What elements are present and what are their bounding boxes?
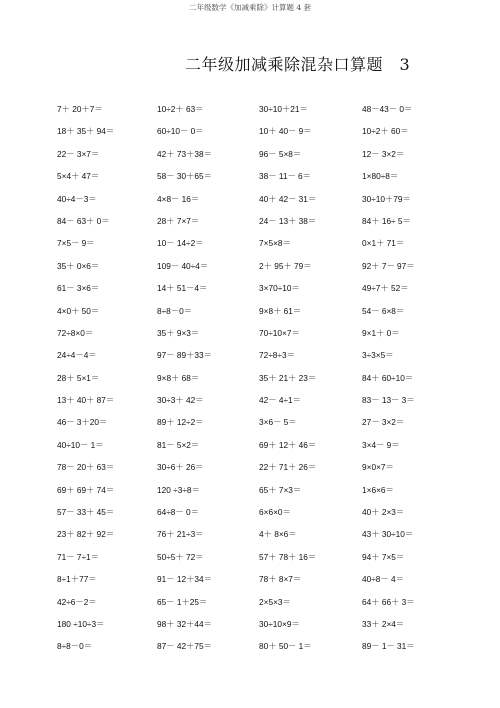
problem-cell: 42－ 4÷1＝	[259, 395, 301, 406]
problem-cell: 9×8＋ 61＝	[259, 305, 302, 316]
problem-cell: 84－ 63＋ 0＝	[57, 215, 110, 226]
problem-row	[57, 171, 477, 193]
problem-cell: 64÷8－ 0＝	[157, 507, 199, 518]
problem-cell: 57－ 33＋ 45＝	[57, 507, 115, 518]
problem-cell: 35＋ 21＋ 23＝	[259, 372, 317, 383]
problem-cell: 35＋ 9×3＝	[157, 327, 200, 338]
problem-row	[57, 440, 477, 462]
problem-cell: 3÷3×5＝	[362, 350, 394, 361]
problem-cell: 2＋ 95＋ 79＝	[259, 260, 312, 271]
problem-cell: 0×1＋ 71＝	[362, 238, 405, 249]
problem-cell: 60÷10－ 0＝	[157, 126, 204, 137]
problem-cell: 2×5×3＝	[259, 596, 291, 607]
problem-cell: 8÷1＋77＝	[57, 574, 97, 585]
problem-cell: 30÷10＋21＝	[259, 104, 308, 114]
problem-row	[57, 104, 477, 126]
problem-cell: 92＋ 7－ 97＝	[362, 260, 415, 271]
problem-cell: 22＋ 71＋ 26＝	[259, 462, 317, 473]
problem-cell: 40÷4－3＝	[57, 193, 97, 204]
problem-cell: 76＋ 21÷3＝	[157, 529, 204, 540]
problem-row	[57, 373, 477, 395]
problem-row	[57, 462, 477, 484]
problem-cell: 33＋ 2×4＝	[362, 618, 405, 629]
problem-cell: 9×1＋ 0＝	[362, 327, 400, 338]
problem-cell: 71－ 7÷1＝	[57, 551, 99, 562]
problem-cell: 42＋ 73＋38＝	[157, 148, 212, 159]
problem-cell: 87－ 42＋75＝	[157, 641, 212, 652]
problem-cell: 72÷8×0＝	[57, 327, 94, 338]
problem-grid	[57, 104, 477, 664]
problem-cell: 4×8－ 16＝	[157, 193, 200, 204]
problem-cell: 3×70÷10＝	[259, 283, 300, 294]
page-header: 二年级数学《加减乘除》计算题 4 套	[188, 3, 312, 12]
problem-cell: 23＋ 82＋ 92＝	[57, 529, 115, 540]
problem-cell: 84＋ 60÷10＝	[362, 372, 414, 383]
problem-cell: 28＋ 7×7＝	[157, 215, 200, 226]
problem-cell: 81－ 5×2＝	[157, 439, 200, 450]
problem-row	[57, 194, 477, 216]
problem-cell: 28＋ 5×1＝	[57, 372, 100, 383]
problem-cell: 30÷10×9＝	[259, 618, 300, 629]
problem-cell: 1×80÷8＝	[362, 171, 399, 182]
problem-cell: 46－ 3＋20＝	[57, 417, 108, 428]
problem-cell: 4＋ 8×6＝	[259, 529, 297, 540]
problem-row	[57, 238, 477, 260]
problem-cell: 83－ 13－ 3＝	[362, 395, 415, 406]
problem-cell: 94＋ 7×5＝	[362, 551, 405, 562]
problem-cell: 24÷4－4＝	[57, 350, 97, 361]
problem-cell: 7×5－ 9＝	[57, 238, 95, 249]
problem-cell: 69＋ 12＋ 46＝	[259, 439, 317, 450]
problem-cell: 78－ 20＋ 63＝	[57, 462, 115, 473]
problem-cell: 38－ 11－ 6＝	[259, 171, 311, 182]
problem-cell: 30÷6＋ 26＝	[157, 462, 204, 473]
problem-cell: 1×6×6＝	[362, 484, 394, 495]
problem-row	[57, 283, 477, 305]
problem-cell: 58－ 30＋65＝	[157, 171, 212, 182]
problem-cell: 4×0＋ 50＝	[57, 305, 100, 316]
problem-cell: 40÷10－ 1＝	[57, 439, 104, 450]
problem-cell: 42÷6－2＝	[57, 596, 97, 607]
problem-cell: 8÷8－0＝	[57, 641, 92, 652]
problem-cell: 109－ 40÷4＝	[157, 260, 209, 271]
problem-cell: 10÷2＋ 60＝	[362, 126, 409, 137]
problem-row	[57, 216, 477, 238]
problem-cell: 6×6×0＝	[259, 507, 291, 518]
problem-cell: 78＋ 8×7＝	[259, 574, 302, 585]
problem-row	[57, 306, 477, 328]
problem-cell: 43＋ 30÷10＝	[362, 529, 414, 540]
problem-cell: 10÷2＋ 63＝	[157, 104, 204, 114]
problem-cell: 30÷10＋79＝	[362, 193, 411, 204]
problem-cell: 84＋ 16÷ 5＝	[362, 215, 411, 226]
problem-cell: 65＋ 7×3＝	[259, 484, 302, 495]
problem-cell: 120 ÷3÷8＝	[157, 484, 200, 495]
problem-cell: 14＋ 51－4＝	[157, 283, 208, 294]
problem-cell: 5×4＋ 47＝	[57, 171, 100, 182]
problem-cell: 40÷8－ 4＝	[362, 574, 404, 585]
problem-row	[57, 328, 477, 350]
problem-cell: 57＋ 78＋ 16＝	[259, 551, 317, 562]
problem-row	[57, 597, 477, 619]
problem-row	[57, 395, 477, 417]
problem-cell: 8÷8－0＝	[157, 305, 192, 316]
problem-cell: 40＋ 2×3＝	[362, 507, 405, 518]
problem-cell: 48－43－ 0＝	[362, 104, 413, 114]
problem-cell: 10＋ 40－ 9＝	[259, 126, 312, 137]
problem-row	[57, 485, 477, 507]
problem-cell: 50÷5＋ 72＝	[157, 551, 204, 562]
problem-cell: 98＋ 32＋44＝	[157, 618, 212, 629]
problem-cell: 30÷3＋ 42＝	[157, 395, 204, 406]
problem-cell: 10－ 14÷2＝	[157, 238, 204, 249]
problem-row	[57, 261, 477, 283]
problem-row	[57, 529, 477, 551]
problem-cell: 70÷10×7＝	[259, 327, 300, 338]
problem-cell: 7＋ 20＋7＝	[57, 104, 103, 114]
problem-row	[57, 641, 477, 663]
problem-cell: 49÷7＋ 52＝	[362, 283, 409, 294]
problem-cell: 72÷8÷3＝	[259, 350, 295, 361]
worksheet-title: 二年级加减乘除混杂口算题 3	[185, 55, 411, 74]
problem-cell: 97－ 89＋33＝	[157, 350, 212, 361]
problem-cell: 96－ 5×8＝	[259, 148, 302, 159]
problem-cell: 9×0×7＝	[362, 462, 394, 473]
problem-cell: 3×4－ 9＝	[362, 439, 400, 450]
problem-cell: 24－ 13＋ 38＝	[259, 215, 317, 226]
problem-row	[57, 149, 477, 171]
problem-row	[57, 417, 477, 439]
problem-cell: 7×5×8＝	[259, 238, 291, 249]
problem-cell: 18＋ 35＋ 94＝	[57, 126, 115, 137]
problem-cell: 80＋ 50－ 1＝	[259, 641, 312, 652]
problem-cell: 64＋ 66＋ 3＝	[362, 596, 415, 607]
problem-cell: 89＋ 12÷2＝	[157, 417, 204, 428]
problem-cell: 89－ 1－ 31＝	[362, 641, 415, 652]
problem-cell: 40＋ 42－ 31＝	[259, 193, 317, 204]
problem-cell: 13＋ 40＋ 87＝	[57, 395, 115, 406]
problem-cell: 54－ 6×8＝	[362, 305, 405, 316]
problem-cell: 69＋ 69＋ 74＝	[57, 484, 115, 495]
problem-row	[57, 574, 477, 596]
problem-cell: 27－ 3×2＝	[362, 417, 405, 428]
problem-cell: 9×8＋ 68＝	[157, 372, 200, 383]
problem-cell: 91－ 12＋34＝	[157, 574, 212, 585]
problem-cell: 61－ 3×6＝	[57, 283, 100, 294]
problem-row	[57, 552, 477, 574]
problem-cell: 3×6－ 5＝	[259, 417, 297, 428]
problem-cell: 65－ 1＋25＝	[157, 596, 208, 607]
problem-row	[57, 507, 477, 529]
problem-row	[57, 350, 477, 372]
problem-cell: 35＋ 0×6＝	[57, 260, 100, 271]
problem-cell: 12－ 3×2＝	[362, 148, 405, 159]
problem-row	[57, 126, 477, 148]
problem-cell: 180 ÷10÷3＝	[57, 618, 105, 629]
problem-row	[57, 619, 477, 641]
problem-cell: 22－ 3×7＝	[57, 148, 100, 159]
